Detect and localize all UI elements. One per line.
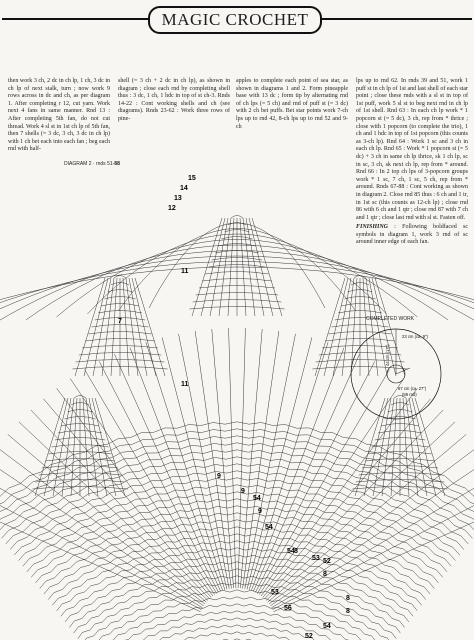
- row-number-label: 8: [323, 571, 327, 578]
- column-text: apples to complete each point of sea star, as shown in diagrams 1 and 2. Form pineapple base with 13 dc ; form tip by alternating rnd of ch lps (= 5 ch) and rnd of puff st (= 3 dc) with 2 ch bet puffs. Bet star points work 7-ch lps up to rnd 42, 8-ch lps up to rnd 52 and 9-ch: [236, 78, 348, 130]
- row-number-label: 15: [188, 175, 196, 182]
- finishing-label: FINISHING: [356, 224, 389, 231]
- diagram-rounds: 88: [114, 161, 120, 167]
- column-text: shell (= 3 ch + 2 dc in ch lp), as shown in diagram ; close each rnd by completing shell thus : 3 dc, 1 ch, 1 hdc in top of st ch-3. Rnds 14-22 : Cont working shells and ch (see diagrams). Rnds 23-62 : Work three rows of pine-: [118, 78, 230, 122]
- row-number-label: 8: [346, 608, 350, 615]
- text-column-1: [8, 78, 110, 156]
- row-number-label: 53: [271, 589, 279, 596]
- row-number-label: 54: [287, 548, 295, 555]
- row-number-label: 9: [217, 473, 221, 480]
- row-number-label: 52: [323, 558, 331, 565]
- text-column-2: [118, 78, 230, 126]
- column-text: then work 3 ch, 2 dc in ch lp, 1 ch, 3 dc in ch lp of next stalk, turn ; now work 9 rows across in dc and ch, as per diagram 1. After completing r 12, cut yarn. Work next 4 fans in same manner. Rnd 13 : After completing 5th fan, do not cut thread. Work 4 sl st in 1st ch lp of 5th fan, then 7 shells (= 3 dc, 3 ch, 3 dc in ch lp) with 1 ch bet each into each fan ; beg each rnd with half-: [8, 78, 110, 153]
- row-number-label: 52: [305, 633, 313, 640]
- finishing-text: : Following boldfaced sc symbols in diagram 1, work 3 rnd of sc around inner edge of each fan.: [356, 224, 468, 246]
- height-dimension: 44 cm (17"): [385, 344, 390, 366]
- row-number-label: 54: [265, 524, 273, 531]
- radius-line: [396, 368, 410, 374]
- column-text: lps up to rnd 62. In rnds 39 and 51, work 1 puff st in ch lp of 1st and last shell of each star point ; close these rnds with a sl st in top of 1st puff, work 5 sl st to beg next rnd in ch lp of 1st shell. Rnd 63 : In each ch lp work * 1 popcorn st (= 5 dc), 3 ch, rep from * thrice ; close with 1 popcorn (to complete the trio), 1 ch and 1 hdc in top of 1st popcorn (this counts as 3-ch lp). Rnd 64 : Work 1 sc and 3 ch in each ch lp. Rnd 65 : Work * 1 popcorn st (= 5 dc) + 3 ch in same ch lp thrice, sk 1 ch lp, sc in sc, 3 ch, sk next ch lp, rep from * around. Rnd 66 : In 2 top ch lps of 3-popcorn groups work * 1 sc, 7 ch, 1 sc, 5 ch, rep from * around. Rnds 67-88 : Cont working as shown in diagram 2. Close rnd 85 thus : 6 ch and 1 tr, in 1st sc (this counts as 12-ch lp) ; close rnd 86 with 6 ch and 1 qtr ; close rnd 87 with 7 ch and 1 qtr ; close last rnd with sl st. Fasten off.: [356, 78, 468, 221]
- row-number-label: 8: [346, 595, 350, 602]
- row-number-label: 53: [312, 555, 320, 562]
- row-number-label: 9: [258, 508, 262, 515]
- inner-dimension: 67 cm (ca. 27"): [398, 386, 427, 391]
- row-number-label: 54: [323, 623, 331, 630]
- diagram-label: DIAGRAM 2 · rnds 51-88: [64, 161, 120, 167]
- row-number-label: 11: [181, 381, 189, 388]
- row-number-label: 11: [181, 268, 189, 275]
- rounds-dimension: (88 rnd): [402, 392, 417, 397]
- text-column-3: [236, 78, 348, 133]
- row-number-label: 9: [241, 488, 245, 495]
- header-rule: [2, 18, 148, 20]
- completed-work-diagram: [346, 322, 446, 422]
- row-number-label: 8: [294, 548, 298, 555]
- row-number-label: 13: [174, 195, 182, 202]
- page-title: MAGIC CROCHET: [148, 6, 322, 34]
- row-number-label: 14: [180, 185, 188, 192]
- outer-dimension: 23 cm (ca. 9"): [402, 334, 428, 339]
- completed-work-label: COMPLETED WORK: [366, 316, 415, 322]
- row-number-label: 56: [284, 605, 292, 612]
- row-number-label: 7: [118, 318, 122, 325]
- header-rule: [318, 18, 472, 20]
- row-number-label: 12: [168, 205, 176, 212]
- row-number-label: 54: [253, 495, 261, 502]
